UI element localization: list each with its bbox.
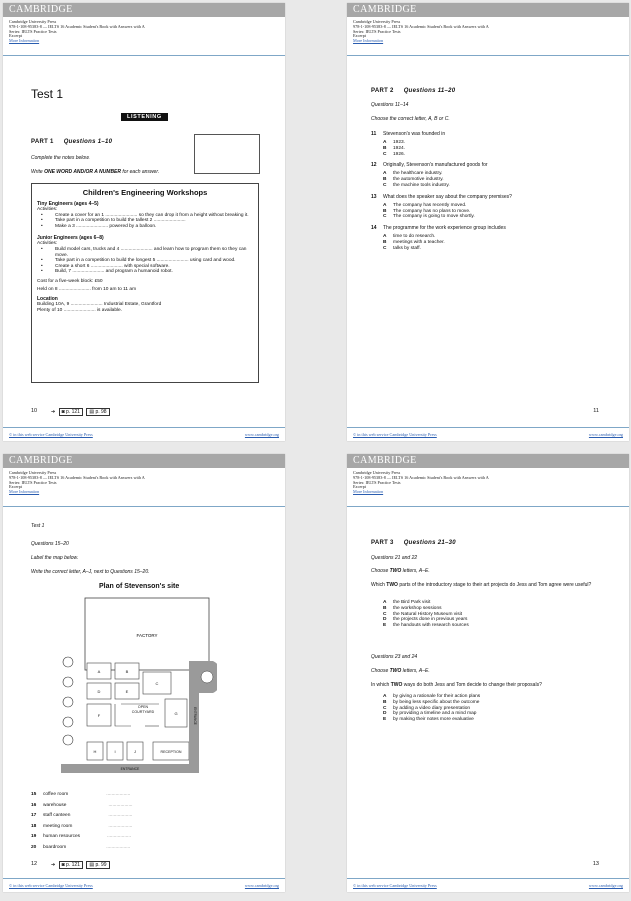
meta-line: Series: IELTS Practice Tests (353, 28, 401, 34)
option-letter: C (383, 611, 387, 617)
meta-line: Series: IELTS Practice Tests (9, 479, 57, 485)
question-item (371, 131, 611, 137)
option-text: the handouts with research sources (393, 623, 469, 629)
arrow-right-icon: ➔ (51, 409, 56, 415)
note-bullet: • Make a 3 ........................ powered by a balloon. (37, 224, 253, 230)
option-text: the automotive industry. (393, 177, 444, 183)
option-text: talks by staff. (393, 245, 421, 251)
map-label-c: C (155, 681, 159, 686)
section-heading: Junior Engineers (ages 6–8) (37, 235, 104, 242)
option-text: by being less specific about the outcome (393, 699, 480, 705)
ref-label: p. 121 (66, 862, 80, 868)
option-text: time to do research. (393, 234, 436, 240)
map-label-f: F (97, 713, 101, 718)
more-information-link[interactable]: More Information (9, 489, 40, 495)
option-letter: B (383, 605, 387, 611)
option-letter: A (383, 171, 387, 177)
header-rule (3, 55, 285, 56)
book-icon: ▤ (89, 409, 95, 415)
instruction: Choose the correct letter, A, B or C. (371, 116, 450, 122)
meta-line: 978-1-108-95383-8 — IELTS 16 Academic Student's Book with Answers with A (353, 23, 489, 29)
side-entrance-label: ENTRANCE (193, 707, 197, 725)
question-emphasis: TWO (390, 682, 403, 688)
question-item (371, 225, 611, 231)
instruction-part: Choose (371, 668, 390, 674)
roundabout-tree (201, 671, 213, 683)
question-part: parts of the introductory stage to their art projects do Jess and Tom agree were useful? (397, 582, 592, 588)
note-bullet: • Build model cars, trucks and 4 ........................ and learn how to program them so they can move. (37, 247, 253, 258)
legend-number: 15 (31, 792, 37, 797)
meta-line: Series: IELTS Practice Tests (9, 28, 57, 34)
options (371, 694, 480, 723)
legend-row (31, 832, 132, 843)
audio-icon: ◙ (61, 862, 65, 868)
footer-website-link[interactable]: www.cambridge.org (588, 432, 623, 437)
ref-label: p. 99 (95, 862, 107, 868)
activities-label: Activities: (37, 207, 58, 212)
page-number: 12 (31, 861, 38, 867)
answer-blank[interactable]: .................. (108, 802, 133, 808)
question-text: The programme for the work experience group includes (383, 225, 506, 232)
footer-website-link[interactable]: www.cambridge.org (244, 432, 279, 437)
legend-text: coffee room (43, 792, 69, 797)
option-text: The company is going to move shortly. (393, 214, 475, 220)
legend-number: 16 (31, 802, 37, 808)
page-number: 13 (592, 861, 599, 867)
reception-label: RECEPTION (160, 750, 182, 754)
option[interactable] (371, 152, 611, 158)
question-text: Originally, Stevenson's manufactured goods for (383, 162, 488, 169)
option[interactable] (371, 623, 469, 629)
publication-meta (347, 17, 629, 44)
note-bullet: • Take part in a competition to build the tallest 2 ........................ (37, 218, 253, 224)
part-label: PART 1 (31, 139, 54, 145)
option-letter: E (383, 717, 387, 723)
option-text: the healthcare industry. (393, 171, 443, 177)
option-letter: B (383, 177, 387, 183)
option-letter: A (383, 140, 387, 145)
option-text: the Natural History Museum visit (393, 611, 463, 617)
question-item (371, 194, 611, 200)
option-letter: C (383, 245, 387, 251)
map-label-i: I (114, 749, 116, 754)
question-text: Stevenson's was founded in (383, 131, 446, 137)
answer-blank[interactable]: .................. (106, 844, 131, 850)
option-text: by making their notes more evaluative (393, 717, 474, 723)
option-letter: A (383, 600, 387, 605)
answer-reference (51, 408, 110, 416)
courtyard-label: OPEN (137, 705, 149, 709)
option-letter: E (383, 623, 387, 629)
question-list (371, 131, 611, 252)
instruction-part: for each answer. (121, 169, 160, 175)
held-line: Held on 8 ........................ from 10 am to 11 am (37, 286, 137, 292)
instruction (371, 568, 430, 574)
question-part: Which (371, 582, 387, 588)
brand-banner: CAMBRIDGE (3, 454, 285, 468)
questions-range: Questions 1–10 (63, 139, 113, 145)
options (371, 171, 611, 188)
option-text: 1923. (393, 140, 406, 145)
option-text: the workshop sessions (393, 605, 442, 611)
sub-heading: Questions 23 and 24 (371, 654, 418, 660)
instruction-part: letters, A–E. (401, 568, 430, 574)
map-label-j: J (134, 749, 136, 754)
note-bullet: • Build, 7 ........................ and program a humanoid robot. (37, 269, 253, 275)
instruction: Write the correct letter, A–J, next to Questions 15–20. (31, 569, 150, 575)
question-part: ways do both Jess and Tom decide to change their proposals? (402, 682, 542, 688)
factory-label: FACTORY (136, 633, 158, 638)
note-bullet: • Create a short 6 ........................ with special software. (37, 264, 253, 270)
footer-rule (347, 878, 629, 879)
instruction-emphasis: TWO (389, 568, 402, 574)
option-letter: B (383, 239, 387, 245)
instruction-emphasis: ONE WORD AND/OR A NUMBER (44, 169, 122, 175)
legend-row (31, 801, 132, 812)
legend-row (31, 843, 132, 854)
sub-heading: Questions 15–20 (31, 541, 69, 547)
footer-copyright-link[interactable]: © in this web service Cambridge University Press (9, 883, 93, 888)
legend-number: 20 (31, 844, 37, 850)
option[interactable] (371, 214, 611, 220)
map-label-d: D (97, 689, 101, 694)
meta-line: Cambridge University Press (353, 470, 401, 475)
question-number: 12 (371, 162, 377, 169)
instruction: Label the map below. (31, 555, 79, 561)
publication-meta (347, 468, 629, 495)
footer-rule (3, 878, 285, 879)
option-text: 1926. (393, 151, 406, 157)
question-part: In which (371, 682, 391, 688)
section-badge: LISTENING (121, 113, 168, 121)
page-13 (347, 454, 629, 892)
option-letter: C (383, 151, 387, 157)
meta-line: Cambridge University Press (9, 470, 57, 475)
more-information-link[interactable]: More Information (353, 38, 384, 44)
sub-heading: Questions 11–14 (371, 102, 409, 108)
option-letter: C (383, 705, 387, 711)
meta-line: Excerpt (9, 33, 23, 39)
meta-line: Cambridge University Press (353, 19, 401, 24)
page-10 (3, 3, 285, 441)
option-letter: B (383, 208, 387, 214)
location-line: Building 10A, 9 ........................ Industrial Estate, Grantford (37, 302, 162, 308)
question-emphasis: TWO (386, 582, 398, 588)
note-bullet: • Take part in a competition to build the longest 5 ........................ using card and wood. (37, 258, 253, 264)
options (371, 234, 611, 251)
option[interactable] (371, 183, 611, 189)
brand-banner: CAMBRIDGE (347, 454, 629, 468)
option-text: by adding a video diary presentation (393, 705, 471, 711)
instruction (371, 668, 430, 674)
option-text: 1924. (393, 145, 406, 151)
answer-box (194, 134, 260, 174)
header-rule (347, 55, 629, 56)
audio-ref-link[interactable] (59, 861, 83, 869)
more-information-link[interactable]: More Information (353, 489, 384, 495)
option[interactable] (371, 717, 480, 723)
option-text: by providing a timeline and a mind map (393, 711, 477, 717)
answer-reference (51, 861, 110, 869)
meta-line: 978-1-108-95383-8 — IELTS 16 Academic Student's Book with Answers with A (9, 474, 145, 480)
option-text: the projects done in previous years (393, 617, 468, 623)
meta-line: Series: IELTS Practice Tests (353, 479, 401, 485)
footer-rule (3, 427, 285, 428)
answer-blank[interactable]: .................. (106, 792, 131, 797)
entrance-label: ENTRANCE (120, 767, 140, 771)
audio-icon: ◙ (61, 409, 65, 415)
sub-heading: Questions 21 and 22 (371, 555, 418, 561)
book-icon: ▤ (89, 862, 95, 868)
legend-row (31, 811, 132, 822)
option-letter: A (383, 234, 387, 240)
meta-line: Excerpt (9, 484, 23, 490)
question-item (371, 162, 611, 168)
footer-copyright-link[interactable]: © in this web service Cambridge University Press (9, 432, 93, 437)
option-letter: C (383, 182, 387, 188)
legend-text: warehouse (43, 802, 67, 808)
questions-range: Questions 21–30 (403, 540, 456, 546)
instruction-part: Choose (371, 568, 390, 574)
part-label: PART 2 (371, 88, 394, 94)
footer-rule (347, 427, 629, 428)
option-text: meetings with a teacher. (393, 239, 445, 245)
legend-row (31, 790, 132, 801)
running-head: Test 1 (31, 523, 45, 529)
meta-line: Excerpt (353, 33, 367, 39)
option-text: the machine tools industry. (393, 182, 450, 188)
legend-text: human resources (43, 834, 81, 839)
book-ref-link[interactable] (86, 861, 109, 869)
instruction (31, 169, 159, 175)
options (371, 140, 611, 157)
publication-meta (3, 17, 285, 44)
legend-number: 18 (31, 823, 37, 829)
options (371, 600, 469, 629)
part-heading (371, 540, 456, 546)
option-text: The company has no plans to move. (393, 208, 471, 214)
map-label-h: H (93, 749, 97, 754)
answer-blank[interactable]: .................. (108, 813, 133, 818)
option-letter: B (383, 699, 387, 705)
answer-blank[interactable]: .................. (107, 834, 132, 839)
footer-website-link[interactable]: www.cambridge.org (244, 883, 279, 888)
questions-range: Questions 11–20 (403, 88, 456, 94)
option-letter: A (383, 202, 387, 208)
question-text (371, 682, 603, 688)
option-letter: D (383, 617, 387, 623)
map-label-b: B (125, 669, 129, 674)
option-letter: A (383, 694, 387, 699)
option-letter: D (383, 711, 387, 717)
options (371, 203, 611, 220)
footer-copyright-link[interactable]: © in this web service Cambridge University Press (353, 432, 437, 437)
legend-text: boardroom (43, 844, 67, 850)
question-text (371, 582, 603, 588)
option-text: the Bird Park visit (393, 600, 431, 605)
legend-number: 19 (31, 834, 37, 839)
instruction-emphasis: TWO (389, 668, 402, 674)
part-heading (371, 88, 455, 94)
site-plan-map (61, 596, 217, 786)
notes-title: Children's Engineering Workshops (82, 188, 208, 197)
legend-text: staff canteen (43, 813, 71, 818)
brand-banner: CAMBRIDGE (347, 3, 629, 17)
ref-label: p. 121 (66, 409, 80, 415)
map-title: Plan of Stevenson's site (99, 583, 180, 590)
test-title: Test 1 (31, 87, 64, 101)
question-text: What does the speaker say about the company premises? (383, 193, 512, 200)
page-12 (3, 454, 285, 892)
instruction: Complete the notes below. (31, 155, 90, 161)
audio-ref-link[interactable] (59, 408, 83, 416)
notes-box (31, 183, 259, 383)
publication-meta (3, 468, 285, 495)
legend-text: meeting room (43, 823, 73, 829)
meta-line: Cambridge University Press (9, 19, 57, 24)
footer-website-link[interactable]: www.cambridge.org (588, 883, 623, 888)
page-number: 11 (593, 408, 599, 414)
header-rule (3, 506, 285, 507)
instruction-part: letters, A–E. (401, 668, 430, 674)
section-heading: Location (37, 296, 58, 303)
answer-list (31, 790, 132, 853)
answer-blank[interactable]: .................. (108, 823, 133, 829)
ref-label: p. 98 (95, 409, 107, 415)
instruction-part: Write (31, 169, 45, 175)
meta-line: 978-1-108-95383-8 — IELTS 16 Academic Student's Book with Answers with A (9, 23, 145, 29)
map-label-a: A (97, 669, 101, 674)
option-text: by giving a rationale for their action plans (393, 694, 481, 699)
cost-line: Cost for a five-week block: £50 (37, 278, 103, 284)
page-11 (347, 3, 629, 441)
meta-line: 978-1-108-95383-8 — IELTS 16 Academic Student's Book with Answers with A (353, 474, 489, 480)
option[interactable] (371, 246, 611, 252)
activities-label: Activities: (37, 241, 58, 247)
parking-line: Plenty of 10 ........................ is available. (37, 307, 123, 313)
header-rule (347, 506, 629, 507)
legend-number: 17 (31, 813, 37, 818)
map-label-e: E (125, 689, 129, 694)
part-label: PART 3 (371, 540, 394, 546)
section-heading: Tiny Engineers (ages 4–5) (37, 201, 99, 207)
option-letter: B (383, 145, 387, 151)
question-number: 13 (371, 193, 377, 200)
courtyard-label: COURTYARD (131, 710, 155, 714)
meta-line: Excerpt (353, 484, 367, 490)
legend-row (31, 822, 132, 833)
question-number: 11 (371, 131, 377, 137)
trees (63, 657, 73, 745)
brand-banner: CAMBRIDGE (3, 3, 285, 17)
footer-copyright-link[interactable]: © in this web service Cambridge University Press (353, 883, 437, 888)
arrow-right-icon: ➔ (51, 862, 56, 868)
option-text: The company has recently moved. (393, 202, 467, 208)
part-heading (31, 139, 112, 145)
book-ref-link[interactable] (86, 408, 109, 416)
option-letter: C (383, 214, 387, 220)
question-number: 14 (371, 225, 377, 232)
page-number: 10 (31, 408, 38, 414)
note-bullet: • Create a cover for an 1 ........................ so they can drop it from a height without breaking it. (37, 213, 253, 219)
map-label-g: G (174, 711, 178, 716)
more-information-link[interactable]: More Information (9, 38, 40, 44)
